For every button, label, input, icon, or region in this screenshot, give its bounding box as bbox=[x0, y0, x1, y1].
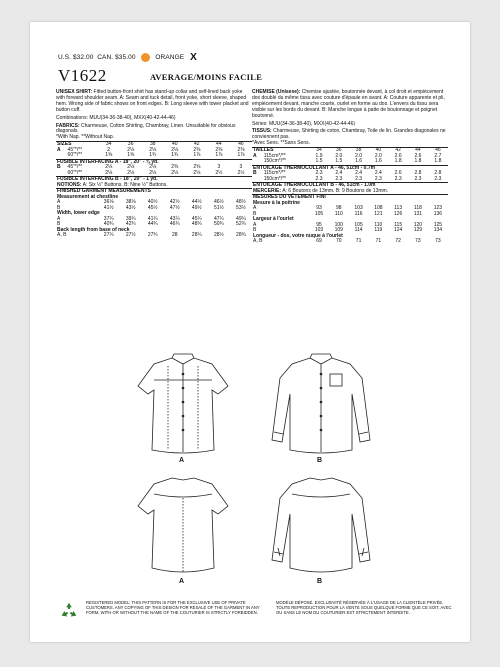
value-cell: 119 bbox=[374, 227, 383, 234]
size-cell: 42 bbox=[388, 148, 408, 154]
value-cell: 28½ bbox=[213, 232, 224, 239]
combinations: Combinations: MUU(34-36-38-40), MXX(40-42-44-46) bbox=[56, 114, 176, 121]
value-cell: 2.0 bbox=[355, 152, 363, 159]
view-cell: A bbox=[253, 205, 257, 212]
size-cell: 44 bbox=[408, 148, 428, 154]
value-cell: 52¾ bbox=[236, 221, 246, 228]
value-cell: 1.8 bbox=[394, 158, 402, 165]
price-us: U.S. $32.00 bbox=[58, 54, 94, 62]
notions-text: A: 6 Boutons de 13mm. B: 9 Boutons de 13mm. bbox=[282, 187, 389, 194]
value-cell: 40¾ bbox=[103, 221, 114, 228]
french-yardage-table bbox=[252, 147, 448, 245]
value-cell: 123 bbox=[433, 205, 443, 212]
value-cell: 50¾ bbox=[213, 221, 224, 228]
value-cell: 1⅝ bbox=[127, 152, 135, 159]
value-cell: 44½ bbox=[191, 199, 202, 206]
value-cell: 118 bbox=[413, 205, 422, 212]
sizes-label: SIZES bbox=[56, 142, 98, 148]
figure-label-front-b: B bbox=[317, 457, 323, 464]
value-cell: 120 bbox=[413, 221, 423, 228]
size-cell: 44 bbox=[208, 142, 230, 148]
width-cell: 60"*/** bbox=[67, 169, 83, 176]
view-cell: B bbox=[57, 164, 61, 171]
value-cell: 1⅞ bbox=[193, 152, 201, 159]
value-cell: 48½ bbox=[236, 199, 246, 206]
width-cell: 150cm*/** bbox=[263, 175, 286, 182]
size-cell: 46 bbox=[428, 148, 448, 154]
fabrics: TISSUS: Charmeuse, Shirting de coton, Chambray, Toile de lin. Grandes diagonales ne conviennent pas. bbox=[252, 128, 446, 141]
value-cell: 2.3 bbox=[394, 175, 402, 182]
value-cell: 2.3 bbox=[355, 175, 363, 182]
value-cell: 103 bbox=[354, 205, 363, 212]
value-cell: 2 bbox=[107, 146, 111, 153]
fabrics: FABRICS: Charmeuse, Cotton Shirting, Chambray, Linen. Unsuitable for obvious diagonals. bbox=[56, 122, 236, 135]
width-label-row-text: Largeur à l'ourlet bbox=[253, 216, 294, 223]
value-cell: 1¾ bbox=[149, 152, 157, 159]
value-cell: 47½ bbox=[169, 204, 180, 211]
view-cell: B bbox=[253, 210, 257, 217]
color-mark: X bbox=[190, 52, 197, 63]
value-cell: 2.3 bbox=[335, 175, 343, 182]
figure-label-front-a: A bbox=[179, 457, 185, 464]
value-cell: 28¼ bbox=[191, 232, 202, 239]
value-cell: 1.8 bbox=[414, 158, 422, 165]
value-cell: 2⅜ bbox=[171, 164, 179, 171]
value-cell: 43½ bbox=[125, 204, 136, 211]
size-cell: 46 bbox=[230, 142, 252, 148]
english-column bbox=[56, 90, 252, 239]
value-cell: 71 bbox=[375, 238, 382, 245]
value-cell: 136 bbox=[433, 210, 443, 217]
value-cell: 2.3 bbox=[414, 175, 422, 182]
value-cell: 2.4 bbox=[355, 170, 363, 177]
value-cell: 2.6 bbox=[394, 152, 402, 159]
value-cell: 44¾ bbox=[147, 221, 158, 228]
shirt-front-view-a-illustration bbox=[128, 352, 238, 457]
figure-label-back-a: A bbox=[179, 578, 185, 585]
value-cell: 126 bbox=[393, 210, 403, 217]
value-cell: 2⅛ bbox=[149, 164, 157, 171]
value-cell: 28¾ bbox=[236, 232, 246, 239]
view-cell: A, B bbox=[253, 238, 263, 245]
value-cell: 125 bbox=[433, 221, 443, 228]
sizes-label: TAILLES bbox=[252, 148, 309, 154]
value-cell: 47¼ bbox=[213, 215, 224, 222]
nap-note: *Avec Sens. **Sans Sens. bbox=[252, 140, 310, 147]
value-cell: 108 bbox=[374, 205, 383, 212]
shirt-back-view-b-illustration bbox=[266, 472, 376, 577]
notions-title: NOTIONS: bbox=[57, 181, 82, 188]
value-cell: 105 bbox=[314, 210, 324, 217]
size-cell: 38 bbox=[349, 148, 369, 154]
value-cell: 2⅛ bbox=[149, 146, 157, 153]
size-cell: 36 bbox=[120, 142, 142, 148]
view-cell: A bbox=[57, 215, 61, 222]
interfacing-a-row-text: FUSIBLE INTERFACING A - 18", 20" - ⅜ yd. bbox=[56, 159, 252, 165]
value-cell: 73 bbox=[415, 238, 421, 245]
value-cell: 41½ bbox=[103, 204, 114, 211]
size-cell: 34 bbox=[309, 148, 329, 154]
value-cell: 45¼ bbox=[191, 215, 202, 222]
value-cell: 115 bbox=[394, 221, 403, 228]
value-cell: 134 bbox=[433, 227, 443, 234]
view-cell: A bbox=[57, 199, 61, 206]
value-cell: 2⅛ bbox=[105, 164, 113, 171]
value-cell: 49¼ bbox=[236, 215, 246, 222]
width-cell: 150cm*/** bbox=[263, 158, 286, 165]
value-cell: 129 bbox=[413, 227, 423, 234]
value-cell: 36⅛ bbox=[103, 199, 114, 206]
value-cell: 2.6 bbox=[394, 170, 402, 177]
value-cell: 116 bbox=[354, 210, 363, 217]
view-cell: A, B bbox=[57, 232, 67, 239]
view-cell: A bbox=[57, 146, 61, 153]
value-cell: 40½ bbox=[147, 199, 158, 206]
value-cell: 2⅛ bbox=[193, 169, 201, 176]
value-cell: 1.6 bbox=[355, 158, 363, 165]
value-cell: 2⅝ bbox=[193, 164, 201, 171]
value-cell: 2.4 bbox=[374, 170, 382, 177]
value-cell: 3 bbox=[217, 164, 221, 171]
value-cell: 113 bbox=[394, 205, 403, 212]
interfacing-b-row-text: FUSIBLE INTERFACING B - 18", 20" - 1 yd. bbox=[56, 177, 252, 183]
value-cell: 27¼ bbox=[103, 232, 114, 239]
value-cell: 121 bbox=[374, 210, 383, 217]
value-cell: 48¾ bbox=[191, 221, 202, 228]
width-cell: 45"*/** bbox=[67, 146, 83, 153]
measurement-row bbox=[56, 233, 252, 239]
value-cell: 37¼ bbox=[103, 215, 114, 222]
value-cell: 70 bbox=[336, 238, 342, 245]
value-cell: 2½ bbox=[237, 169, 245, 176]
value-cell: 1.5 bbox=[315, 158, 323, 165]
value-cell: 41¼ bbox=[147, 215, 158, 222]
value-cell: 95 bbox=[316, 221, 322, 228]
width-cell: 115cm*/** bbox=[263, 152, 286, 159]
back-label-row-text: Longueur - dos, votre nuque à l'ourlet bbox=[253, 232, 343, 239]
value-cell: 2½ bbox=[215, 169, 223, 176]
value-cell: 110 bbox=[374, 221, 383, 228]
value-cell: 2.3 bbox=[434, 175, 442, 182]
recycle-icon bbox=[58, 600, 80, 622]
chest-label-row-text: Measurement at chestline bbox=[57, 193, 119, 200]
value-cell: 2⅛ bbox=[127, 164, 135, 171]
value-cell: 2⅛ bbox=[149, 169, 157, 176]
french-column bbox=[252, 90, 448, 245]
value-cell: 1⅝ bbox=[105, 152, 113, 159]
value-cell: 1⅞ bbox=[215, 152, 223, 159]
size-cell: 40 bbox=[164, 142, 186, 148]
shirt-front-view-b-illustration bbox=[266, 352, 376, 457]
measurement-row bbox=[252, 239, 448, 245]
value-cell: 42¾ bbox=[125, 221, 136, 228]
shirt-back-view-a-illustration bbox=[128, 472, 238, 577]
chest-label-row-text: Mesure à la poitrine bbox=[253, 199, 300, 206]
width-cell: 115cm*/** bbox=[263, 170, 286, 177]
series: Séries: MUU(34-36-38-40), MXX(40-42-44-46) bbox=[252, 120, 356, 127]
value-cell: 46½ bbox=[213, 199, 224, 206]
width-cell: 45"*/** bbox=[67, 164, 83, 171]
pattern-number: V1622 bbox=[58, 66, 107, 85]
width-label-row-text: Width, lower edge bbox=[57, 210, 100, 217]
pattern-envelope-back bbox=[30, 22, 470, 642]
view-cell: B bbox=[253, 227, 257, 234]
value-cell: 93 bbox=[316, 205, 322, 212]
value-cell: 2.3 bbox=[315, 170, 323, 177]
price-can: CAN. $35.00 bbox=[97, 54, 136, 62]
measurements-title-row-text: FINISHED GARMENT MEASUREMENTS bbox=[56, 189, 252, 195]
value-cell: 124 bbox=[393, 227, 403, 234]
description: UNISEX SHIRT: Fitted button-front shirt has stand-up collar and self-lined back yoke with forward shoulder seam. A: Seam and tuck detail, front yoke, short sleeve, shaped hem. Wrong side of fabric shows on front edges. B: Long sleeve with tower placket and button cuff. bbox=[56, 89, 249, 113]
value-cell: 71 bbox=[355, 238, 362, 245]
value-cell: 42½ bbox=[169, 199, 180, 206]
value-cell: 2⅛ bbox=[127, 146, 135, 153]
value-cell: 105 bbox=[354, 221, 363, 228]
value-cell: 110 bbox=[334, 210, 343, 217]
color-word: ORANGE bbox=[155, 54, 185, 62]
size-cell: 36 bbox=[329, 148, 349, 154]
interfacing-b-row-text: ENTOILAGE THERMOCOLLANT B - 46, 51cm - 1.0m bbox=[252, 183, 448, 189]
value-cell: 2.3 bbox=[374, 175, 382, 182]
value-cell: 3 bbox=[239, 164, 243, 171]
value-cell: 103 bbox=[314, 227, 324, 234]
value-cell: 2.4 bbox=[335, 170, 343, 177]
value-cell: 2⅛ bbox=[171, 146, 179, 153]
size-cell: 40 bbox=[368, 148, 388, 154]
value-cell: 69 bbox=[316, 238, 322, 245]
view-cell: A bbox=[253, 221, 257, 228]
value-cell: 2.6 bbox=[414, 152, 422, 159]
size-cell: 42 bbox=[186, 142, 208, 148]
value-cell: 49½ bbox=[191, 204, 202, 211]
value-cell: 1⅞ bbox=[237, 152, 245, 159]
orange-dot-icon bbox=[141, 53, 150, 62]
value-cell: 1.5 bbox=[335, 158, 343, 165]
value-cell: 27¾ bbox=[147, 232, 158, 239]
value-cell: 72 bbox=[395, 238, 401, 245]
notions-text: A: Six ½" Buttons. B: Nine ½" Buttons. bbox=[82, 181, 168, 188]
value-cell: 131 bbox=[413, 210, 423, 217]
measurements-title-row-text: MESURES DU VÊTEMENT FINI bbox=[252, 195, 448, 201]
back-label-row-text: Back length from base of neck bbox=[57, 226, 130, 233]
width-cell: 60"*/** bbox=[67, 152, 83, 159]
size-cell: 38 bbox=[142, 142, 164, 148]
value-cell: 1.6 bbox=[374, 158, 382, 165]
value-cell: 2⅜ bbox=[237, 146, 245, 153]
value-cell: 1¾ bbox=[171, 152, 179, 159]
value-cell: 53½ bbox=[236, 204, 246, 211]
value-cell: 2⅜ bbox=[215, 146, 223, 153]
copyright-notice-english: REGISTERED MODEL: THIS PATTERN IS FOR THE EXCLUSIVE USE OF PRIVATE CUSTOMERS. ANY COPYING OF THIS DESIGN FOR RESALE OF THE GARMENT IN ANY FORM, WITH OR WITHOUT THE NAME OF THE COUTURIER IS STRICTLY FORBIDDEN. bbox=[86, 600, 260, 616]
english-yardage-table bbox=[56, 141, 252, 239]
value-cell: 38⅛ bbox=[125, 199, 136, 206]
difficulty-level: AVERAGE/MOINS FACILE bbox=[150, 72, 263, 82]
value-cell: 2.8 bbox=[434, 170, 442, 177]
notions-title: MERCERIE: bbox=[253, 187, 282, 194]
view-cell: B bbox=[253, 170, 257, 177]
value-cell: 2⅛ bbox=[105, 169, 113, 176]
price-line bbox=[58, 52, 197, 63]
value-cell: 43¼ bbox=[169, 215, 180, 222]
value-cell: 73 bbox=[435, 238, 441, 245]
view-cell: B bbox=[57, 204, 61, 211]
value-cell: 2.8 bbox=[414, 170, 422, 177]
value-cell: 1.8 bbox=[434, 158, 442, 165]
copyright-notice-french: MODÈLE DÉPOSÉ. EXCLUSIVITÉ RÉSERVÉE À L'USAGE DE LA CLIENTÈLE PRIVÉE. TOUTE REPRODUCTION POUR LA VENTE SOUS QUELQUE FORME QUE CE SOIT, AVEC OU SANS LE NOM DU COUTURIER EST STRICTEMENT INTERDITE. bbox=[276, 600, 452, 616]
value-cell: 27½ bbox=[125, 232, 136, 239]
value-cell: 46¾ bbox=[169, 221, 180, 228]
value-cell: 2.7 bbox=[434, 152, 442, 159]
interfacing-a-row-text: ENTOILAGE THERMOCOLLANT A - 46, 51cm - 0.7m bbox=[252, 165, 448, 171]
value-cell: 2⅛ bbox=[171, 169, 179, 176]
value-cell: 114 bbox=[354, 227, 363, 234]
nap-note: *With Nap. **Without Nap. bbox=[56, 134, 115, 141]
value-cell: 51½ bbox=[213, 204, 224, 211]
value-cell: 28 bbox=[171, 232, 178, 239]
value-cell: 2.3 bbox=[315, 175, 323, 182]
value-cell: 2.0 bbox=[374, 152, 382, 159]
value-cell: 109 bbox=[334, 227, 343, 234]
value-cell: 39¼ bbox=[125, 215, 136, 222]
figure-label-back-b: B bbox=[317, 578, 323, 585]
value-cell: 2⅛ bbox=[127, 169, 135, 176]
value-cell: 2⅜ bbox=[193, 146, 201, 153]
view-cell: B bbox=[57, 221, 61, 228]
size-cell: 34 bbox=[98, 142, 120, 148]
value-cell: 100 bbox=[334, 221, 343, 228]
value-cell: 45½ bbox=[147, 204, 158, 211]
description: CHEMISE (Unisexe): Chemise ajustée, boutonnée devant, à col droit et empiècement dos doublé du même tissu avec couture d'épaule en avant. A: Couture apparente et pli, empiècement devant, manche courte, ourlet en forme au dos. L'envers du tissu sera visible sur les bords du devant. B: Manche longue à patte de boutonnage et poignet boutonné. bbox=[252, 89, 445, 119]
value-cell: 2.0 bbox=[335, 152, 343, 159]
value-cell: 98 bbox=[336, 205, 342, 212]
view-cell: A bbox=[253, 152, 257, 159]
value-cell: 1.9 bbox=[315, 152, 323, 159]
